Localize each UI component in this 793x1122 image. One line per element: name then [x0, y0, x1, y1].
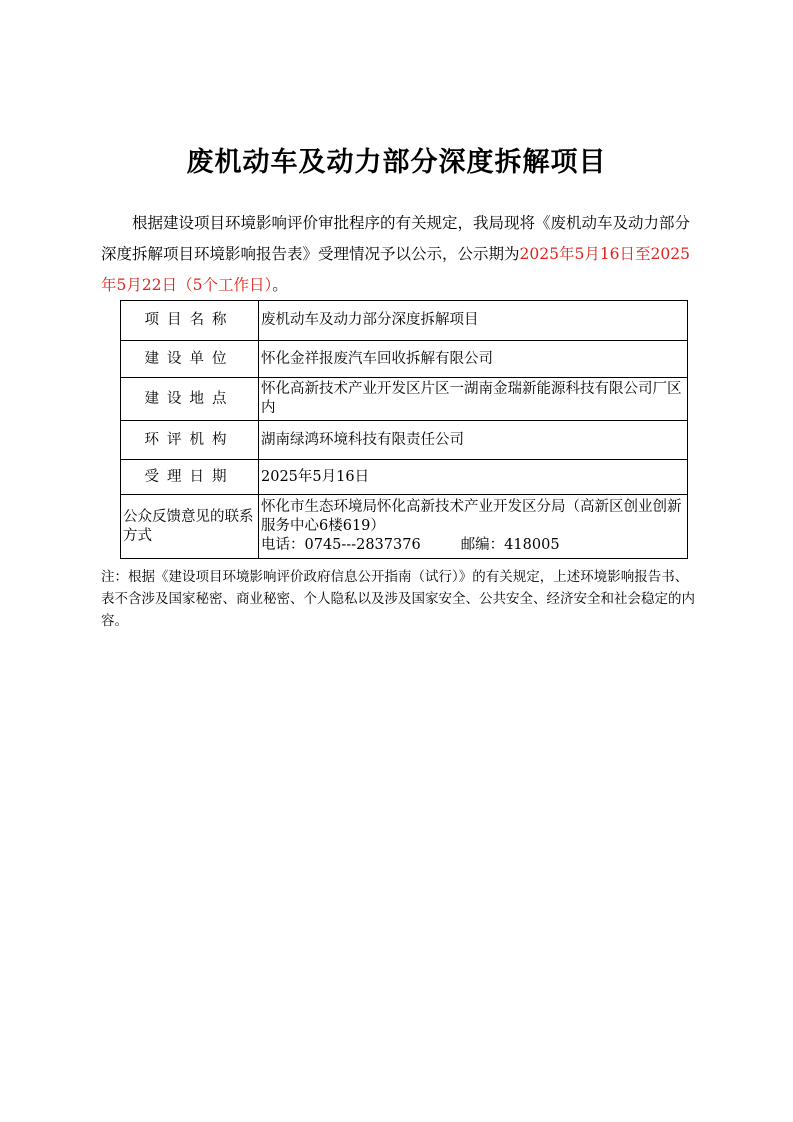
eia-agency-label: 环评机构: [121, 421, 259, 460]
contact-address: 怀化市生态环境局怀化高新技术产业开发区分局（高新区创业创新服务中心6楼619）: [261, 499, 682, 534]
table-row: [121, 301, 688, 341]
publicity-period: 2025年5月16日至2025年5月22日（5个工作日）: [101, 245, 690, 294]
contact-value: [259, 495, 688, 559]
accept-date-value: 2025年5月16日: [259, 460, 688, 495]
table-row: [121, 495, 688, 559]
contact-label: 公众反馈意见的联系方式: [121, 495, 259, 559]
builder-label: 建设单位: [121, 341, 259, 378]
table-row: [121, 341, 688, 378]
builder-value: 怀化金祥报废汽车回收拆解有限公司: [259, 341, 688, 378]
contact-phone: 电话：0745---2837376: [261, 537, 421, 553]
table-row: [121, 378, 688, 421]
intro-paragraph: [101, 208, 693, 301]
page-title: 废机动车及动力部分深度拆解项目: [186, 147, 607, 178]
contact-phone-line: [261, 536, 685, 555]
accept-date-label: 受理日期: [121, 460, 259, 495]
intro-end: 。: [272, 276, 288, 294]
table-row: [121, 460, 688, 495]
project-name-label: 项目名称: [121, 301, 259, 341]
location-value: 怀化高新技术产业开发区片区一湖南金瑞新能源科技有限公司厂区内: [259, 378, 688, 421]
footnote: 注：根据《建设项目环境影响评价政府信息公开指南（试行）》的有关规定，上述环境影响报告书、表不含涉及国家秘密、商业秘密、个人隐私以及涉及国家安全、公共安全、经济安全和社会稳定的内容。: [101, 569, 695, 629]
contact-postcode: 邮编：418005: [460, 537, 560, 553]
project-name-value: 废机动车及动力部分深度拆解项目: [259, 301, 688, 341]
location-label: 建设地点: [121, 378, 259, 421]
table-row: [121, 421, 688, 460]
eia-agency-value: 湖南绿鸿环境科技有限责任公司: [259, 421, 688, 460]
intro-text: 根据建设项目环境影响评价审批程序的有关规定，我局现将《废机动车及动力部分深度拆解项目环境影响报告表》受理情况予以公示，公示期为: [101, 214, 691, 263]
project-info-table: [120, 300, 688, 559]
